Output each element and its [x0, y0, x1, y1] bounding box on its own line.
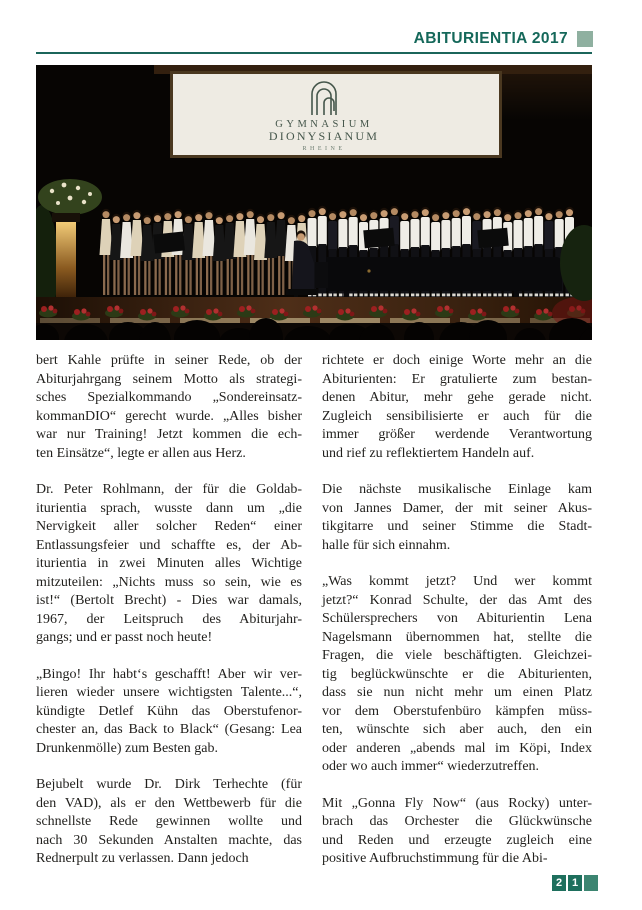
page-accent-box: [584, 875, 598, 891]
page-digit-box: 2: [552, 875, 566, 891]
paragraph: [322, 795, 592, 869]
text-line: ten Einsätze“, legte er allen aus Herz.: [36, 445, 246, 461]
text-line: nach 30 Sekunden Anstalten machte, das: [36, 832, 302, 848]
logo-text-dionysianum: DIONYSIANUM: [268, 129, 380, 143]
piano-bench: [286, 289, 318, 295]
text-line: halle für sich einnahm.: [322, 537, 451, 553]
text-line: kündigte Detlef Kühn das Oberstufenor-: [36, 703, 302, 719]
paragraph: [322, 573, 592, 777]
event-photo-graphic: [36, 65, 592, 340]
text-line: gangs; und er passt noch heute!: [36, 630, 213, 645]
page-number: [552, 875, 598, 891]
text-line: Dr. Peter Rohlmann, der für die Goldab-: [36, 482, 302, 497]
paragraph: [36, 776, 302, 869]
text-line: chester an, das Back to Black“ (Gesang: Lea: [36, 722, 302, 737]
text-line: Abiturjahrgang seinem Motto als strategi-: [36, 371, 302, 387]
text-line: von Jannes Damer, der mit seiner Akus-: [322, 500, 592, 516]
piano-keyboard-cheek: [315, 262, 328, 288]
article-column-left: [36, 352, 302, 887]
pianist-head: [297, 233, 305, 241]
text-line: bert Kahle prüfte in seiner Rede, ob der: [36, 353, 302, 368]
logo-text-rheine: RHEINE: [302, 146, 346, 152]
text-line: immer größer werdende Verantwortung: [322, 427, 592, 442]
text-line: dass sie nun nicht mehr um einen Platz: [322, 685, 592, 700]
text-line: oder wo auch immer“ wiederzutreffen.: [322, 759, 540, 774]
text-line: iturientia sprach, wusste dann um „die: [36, 500, 302, 516]
text-line: Nervigkeit aller solcher Reden“ einer: [36, 519, 302, 534]
header-rule: [36, 52, 592, 54]
text-line: „Was kommt jetzt? Und wer kommt: [322, 574, 592, 589]
text-line: positive Aufbruchstimmung für die Abi-: [322, 851, 548, 866]
text-line: Drunkenmölle) zum Besten gab.: [36, 740, 218, 756]
text-line: war nur Training! Jetzt kommen die ech-: [36, 427, 302, 442]
text-line: ist!“ (Bertolt Brecht) - Dies war damals,: [36, 593, 302, 608]
text-line: Schülersprechers von Abiturientin Lena: [322, 611, 592, 626]
text-line: mitzuteilen: „Nichts muss so sein, wie es: [36, 574, 302, 590]
page-digit-box: 1: [568, 875, 582, 891]
paragraph: [36, 352, 302, 463]
text-line: denen Abitur, mehr gehe gerade nicht.: [322, 390, 592, 405]
text-line: tikgitarre und seiner Stimme die Stadt-: [322, 519, 592, 534]
text-line: richtete er doch einige Worte mehr an die: [322, 353, 592, 368]
logo-text-gymnasium: GYMNASIUM: [275, 119, 373, 130]
event-photo: [36, 65, 592, 340]
text-line: den VAD), als er den Wettbewerb für die: [36, 795, 302, 811]
text-line: Nagelsmann übernommen hat, stellte die: [322, 629, 592, 645]
text-line: brach das Orchester die Glückwünsche: [322, 814, 592, 829]
paragraph: [36, 481, 302, 648]
text-line: Die nächste musikalische Einlage kam: [322, 482, 592, 497]
text-line: sches Spezialkommando „Sondereinsatz-: [36, 390, 302, 405]
lamp-cap: [52, 213, 80, 222]
header-accent-square: [577, 31, 593, 47]
text-line: Zugleich sensibilisierte er auch für die: [322, 408, 592, 424]
page-title: ABITURIENTIA 2017: [413, 30, 568, 47]
text-line: ten, wünschte sich aber auch, den ein: [322, 722, 592, 737]
text-line: 1967, der Leitspruch des Abiturjahr-: [36, 611, 302, 627]
text-line: Abiturienten: Er gratulierte zum bestan-: [322, 371, 592, 387]
piano-brand-mark: [367, 269, 370, 272]
text-line: jetzt?“ Konrad Schulte, der das Amt des: [322, 592, 592, 608]
text-line: oder anderen „abends mal im Köpi, Index: [322, 740, 592, 756]
article-column-right: [322, 352, 592, 887]
text-line: „Bingo! Ihr habt‘s geschafft! Aber wir ver-: [36, 666, 302, 682]
text-line: Bejubelt wurde Dr. Dirk Terhechte (für: [36, 777, 302, 792]
text-line: Rednerpult zu verlassen. Dann jedoch: [36, 851, 249, 866]
text-line: und Reden und erzeugte zugleich eine: [322, 832, 592, 848]
text-line: schnellste Rede gewinnen wollte und: [36, 814, 302, 829]
paragraph: [322, 481, 592, 555]
text-line: iturientia in zwei Minuten alles Wichtige: [36, 556, 302, 571]
text-line: tig beglückwünschte er die Abiturienten,: [322, 666, 592, 682]
lit-pillar: [56, 222, 76, 299]
paragraph: [322, 352, 592, 463]
text-line: Fragen, die viele beschäftigten. Gleichzei-: [322, 648, 592, 663]
text-line: und rief zu reflektiertem Handeln auf.: [322, 445, 535, 461]
text-line: kommanDIO“ gerecht wurde. „Alles bisher: [36, 408, 302, 424]
paragraph: [36, 666, 302, 759]
text-line: lieren wieder unsere wichtigsten Talente...“,: [36, 685, 302, 700]
text-line: Mit „Gonna Fly Now“ (aus Rocky) unter-: [322, 795, 592, 811]
grand-piano: [326, 257, 562, 291]
text-line: Entlassungsfeier und schaffte es, der Ab-: [36, 537, 302, 553]
text-line: vor dem Oberstufenbüro kämpfen müss-: [322, 703, 592, 719]
